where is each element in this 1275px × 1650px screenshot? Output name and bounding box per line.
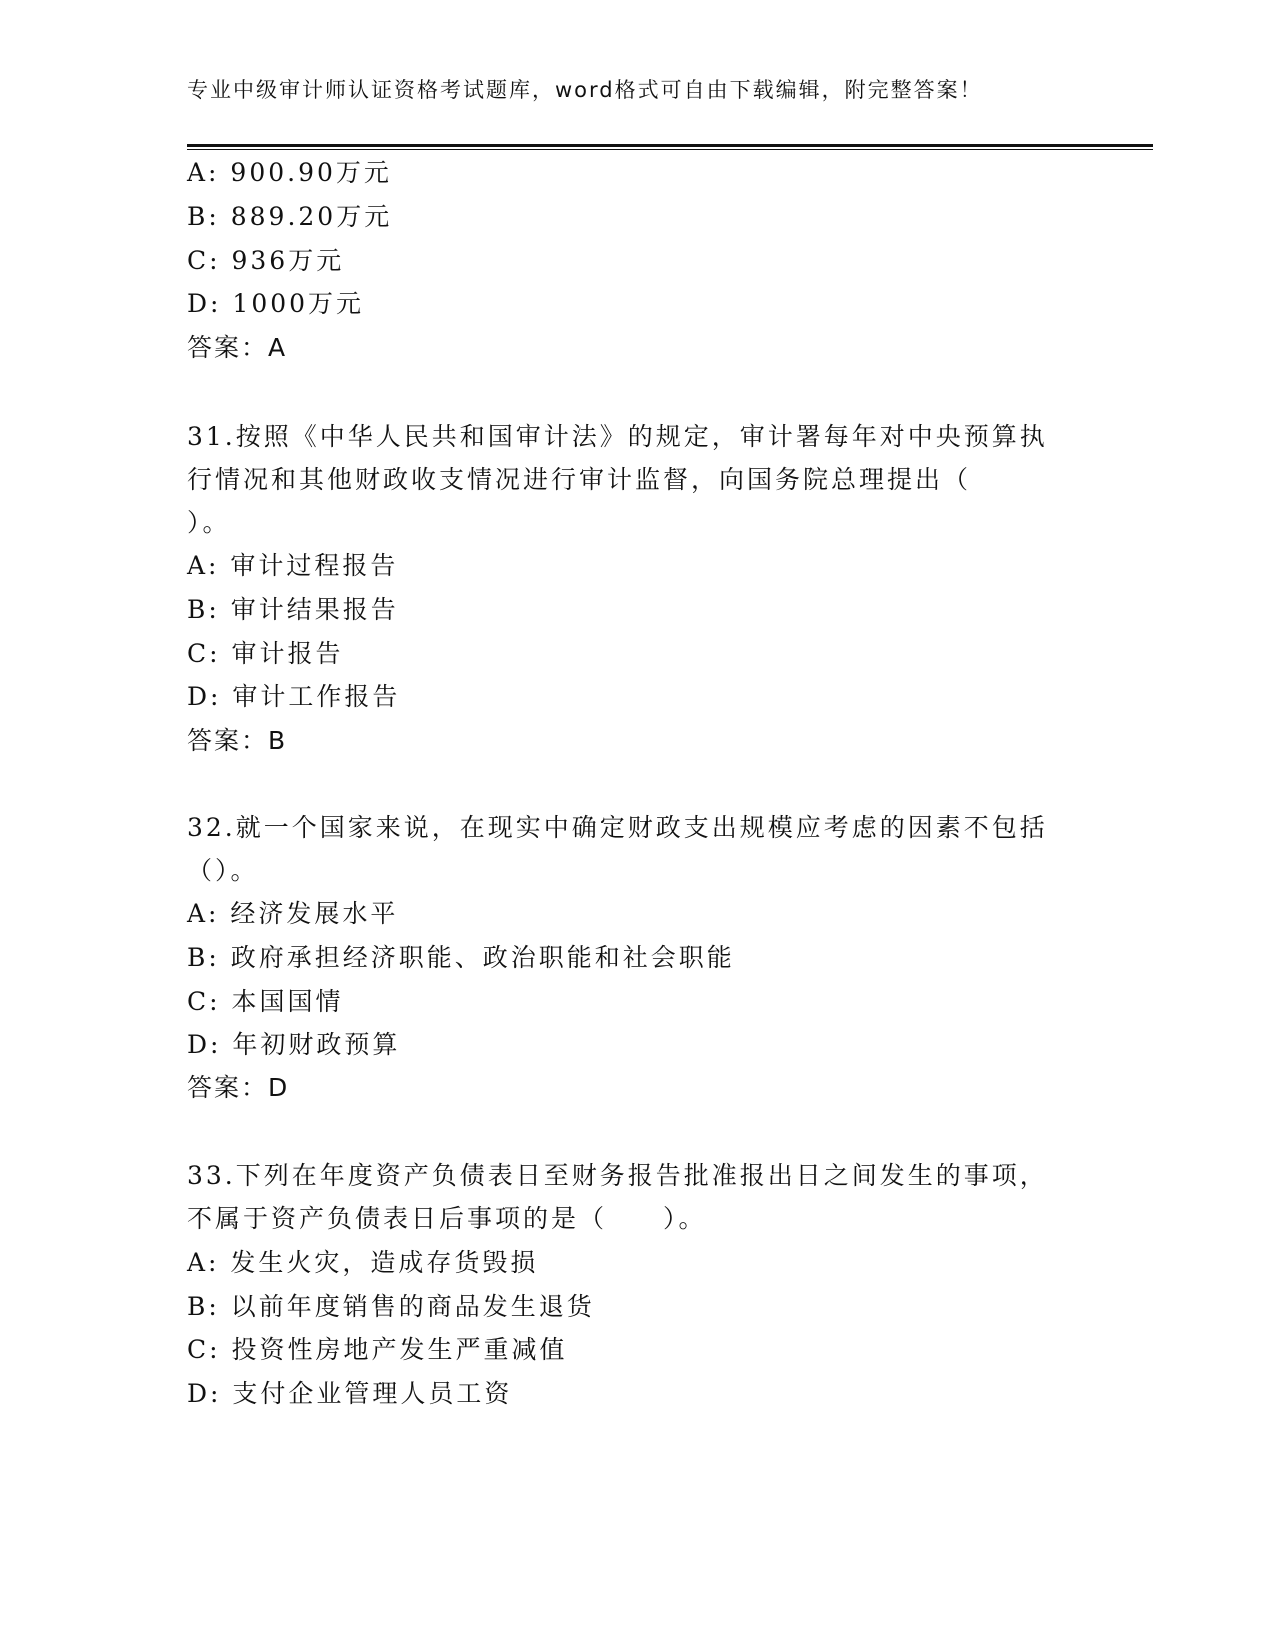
q33-option-a: A: 发生火灾，造成存货毁损 [187, 1248, 539, 1277]
q33-stem-line-2: 不属于资产负债表日后事项的是（ ）。 [187, 1204, 707, 1233]
prev-answer: 答案：A [187, 333, 288, 362]
q31-stem-line-1: 31.按照《中华人民共和国审计法》的规定，审计署每年对中央预算执 [187, 422, 1048, 451]
q31-stem-line-2: 行情况和其他财政收支情况进行审计监督，向国务院总理提出（ [187, 465, 972, 494]
page-header: 专业中级审计师认证资格考试题库，word格式可自由下载编辑，附完整答案！ [187, 78, 983, 102]
prev-option-b: B: 889.20万元 [187, 202, 393, 231]
q31-option-c: C: 审计报告 [187, 639, 344, 668]
q31-option-b: B: 审计结果报告 [187, 595, 399, 624]
q33-option-c: C: 投资性房地产发生严重减值 [187, 1335, 568, 1364]
q31-answer: 答案：B [187, 726, 288, 755]
q33-option-b: B: 以前年度销售的商品发生退货 [187, 1292, 595, 1321]
q33-option-d: D: 支付企业管理人员工资 [187, 1379, 513, 1408]
q31-stem-line-3: ）。 [187, 508, 231, 537]
prev-option-c: C: 936万元 [187, 246, 345, 275]
q32-option-a: A: 经济发展水平 [187, 899, 399, 928]
q32-option-d: D: 年初财政预算 [187, 1030, 401, 1059]
q33-stem-line-1: 33.下列在年度资产负债表日至财务报告批准报出日之间发生的事项， [187, 1161, 1048, 1190]
header-divider-thick [187, 144, 1153, 147]
prev-option-d: D: 1000万元 [187, 289, 365, 318]
q32-stem-line-1: 32.就一个国家来说，在现实中确定财政支出规模应考虑的因素不包括 [187, 813, 1048, 842]
q31-option-a: A: 审计过程报告 [187, 551, 399, 580]
q31-option-d: D: 审计工作报告 [187, 682, 401, 711]
q32-stem-line-2: （）。 [187, 856, 259, 885]
header-divider-thin [187, 149, 1153, 150]
prev-option-a: A: 900.90万元 [187, 158, 392, 187]
q32-answer: 答案：D [187, 1073, 290, 1102]
q32-option-b: B: 政府承担经济职能、政治职能和社会职能 [187, 943, 735, 972]
q32-option-c: C: 本国国情 [187, 987, 344, 1016]
